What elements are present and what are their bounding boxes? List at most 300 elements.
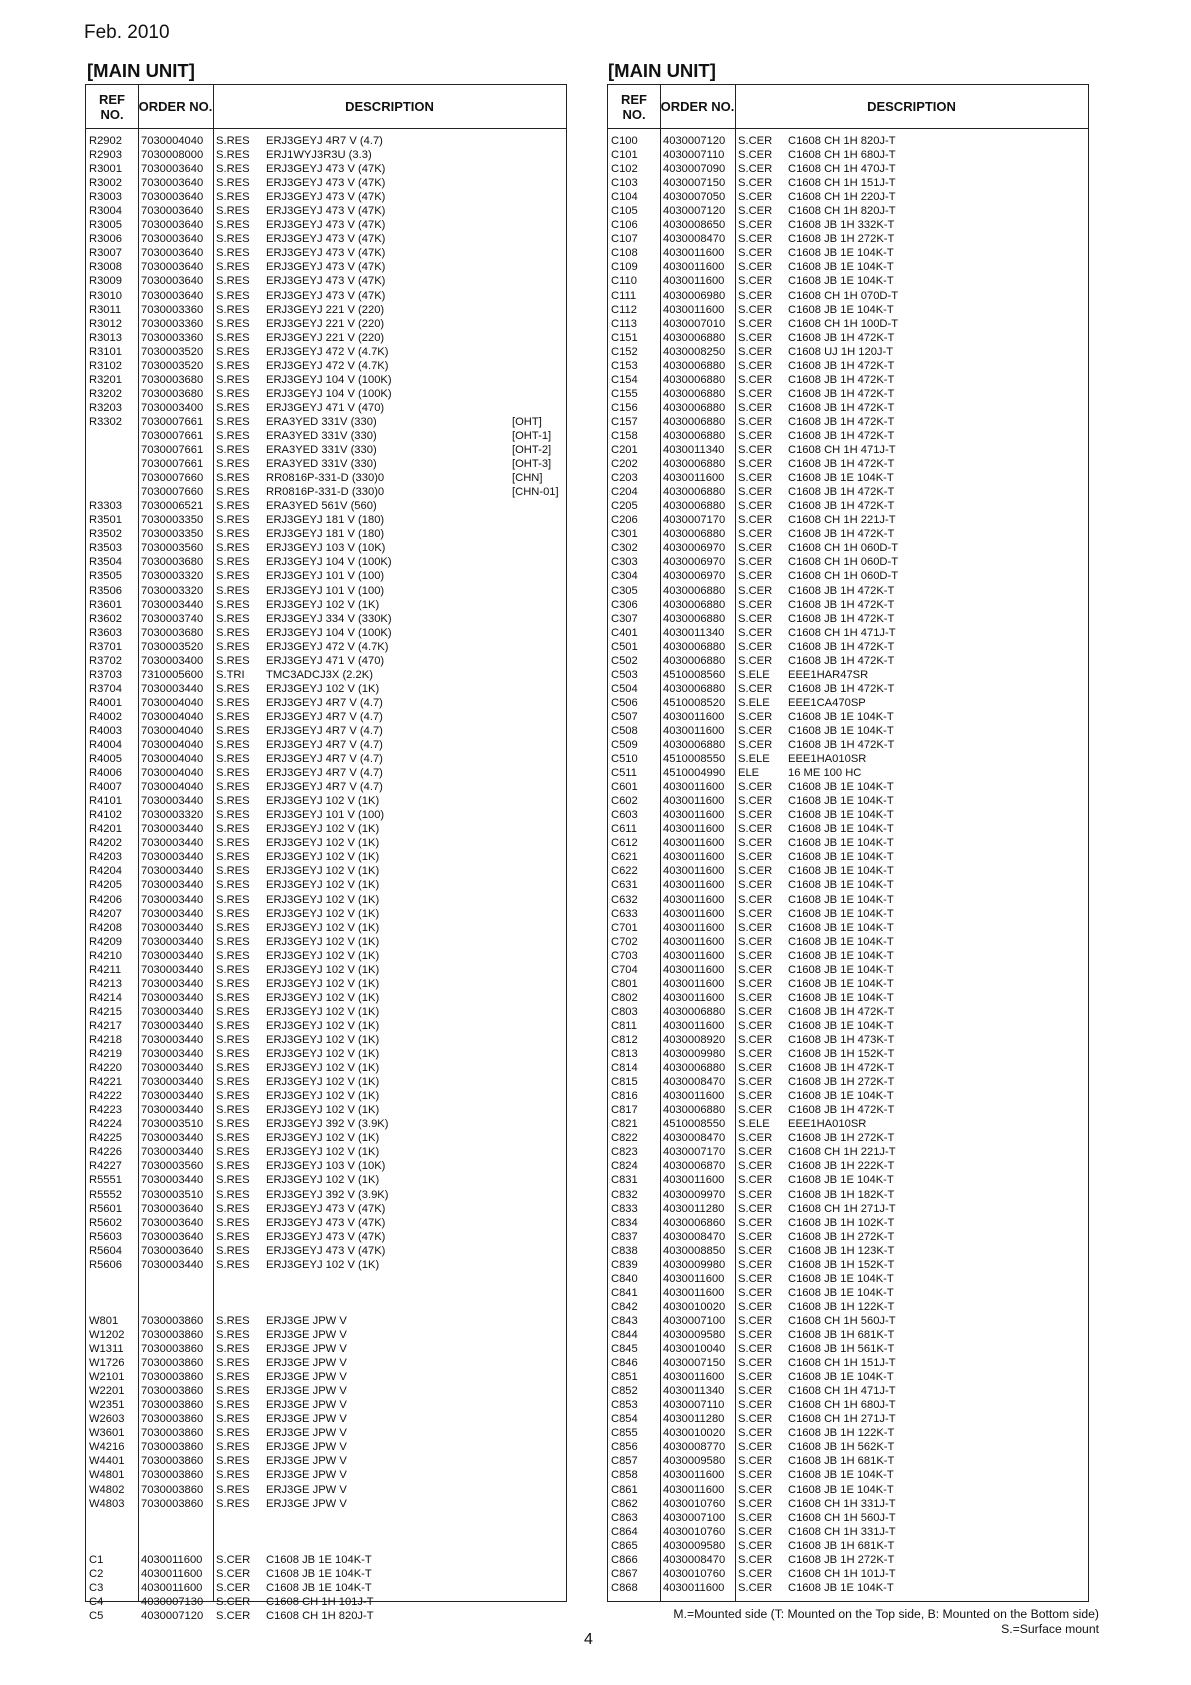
table-row [608, 1454, 1088, 1468]
part-type: S.RES [216, 1385, 250, 1398]
ref-no: C853 [611, 1399, 638, 1412]
table-row [86, 1047, 566, 1061]
ref-no: W1311 [89, 1343, 124, 1356]
table-row [86, 780, 566, 794]
order-no: 7030007660 [141, 486, 204, 499]
table-row [86, 640, 566, 654]
ref-no: R4223 [89, 1104, 122, 1117]
part-description: ERJ3GEYJ 102 V (1K) [266, 991, 380, 1004]
part-type: S.RES [216, 598, 250, 611]
ref-no: R3704 [89, 682, 122, 695]
part-type: S.RES [216, 1104, 250, 1117]
part-type: S.CER [738, 1258, 773, 1271]
order-no: 7030003510 [141, 1118, 204, 1131]
part-type: S.CER [738, 1132, 773, 1145]
table-row [86, 232, 566, 246]
part-description: C1608 JB 1H 472K-T [788, 429, 895, 442]
part-description: ERJ3GEYJ 102 V (1K) [266, 682, 380, 695]
part-type: S.CER [738, 893, 773, 906]
part-type: S.RES [216, 1483, 250, 1496]
table-row [86, 1131, 566, 1145]
table-row [608, 1525, 1088, 1539]
ref-no: R4218 [89, 1034, 122, 1046]
part-type: S.CER [738, 247, 773, 260]
table-row [608, 921, 1088, 935]
part-type: S.CER [738, 303, 773, 316]
part-description: C1608 CH 1H 101J-T [788, 1567, 896, 1580]
table-row [608, 1173, 1088, 1187]
part-type: S.CER [738, 739, 773, 752]
order-no: 7030008000 [141, 149, 204, 162]
order-no: 7030003640 [141, 1216, 204, 1229]
part-description: ERA3YED 331V (330) [266, 415, 377, 428]
order-no: 7030003440 [141, 1174, 204, 1187]
table-row [86, 345, 566, 359]
part-description: C1608 CH 1H 560J-T [788, 1314, 896, 1327]
ref-no: C105 [611, 205, 638, 218]
part-description: ERA3YED 331V (330) [266, 444, 377, 457]
part-description: C1608 JB 1H 472K-T [788, 458, 895, 471]
table-row [86, 766, 566, 780]
ref-no: C701 [611, 921, 638, 934]
ref-no: C507 [611, 710, 638, 723]
footnote-surface-mount: S.=Surface mount [1001, 1622, 1099, 1636]
order-no: 4030006970 [663, 570, 726, 583]
part-description: ERJ3GEYJ 4R7 V (4.7) [266, 710, 383, 723]
part-description: C1608 JB 1H 222K-T [788, 1160, 895, 1173]
part-type: S.CER [738, 949, 773, 962]
order-no: 4030010020 [663, 1427, 726, 1440]
order-no: 7030003440 [141, 949, 204, 962]
part-description: C1608 JB 1H 472K-T [788, 486, 895, 499]
ref-no: C109 [611, 261, 638, 274]
part-description: C1608 JB 1E 104K-T [788, 1286, 894, 1299]
order-no: 4030011600 [663, 1286, 725, 1299]
part-type: S.CER [738, 1314, 773, 1327]
order-no: 7030003510 [141, 1188, 204, 1201]
part-description: C1608 JB 1E 104K-T [788, 247, 894, 260]
part-description: C1608 JB 1H 272K-T [788, 1553, 895, 1566]
footnote [673, 1607, 1099, 1637]
part-description: ERJ3GEYJ 102 V (1K) [266, 1174, 380, 1187]
ref-no: C102 [611, 163, 638, 176]
ref-no: C508 [611, 724, 638, 737]
table-row [608, 190, 1088, 204]
table-row [608, 274, 1088, 288]
part-description: C1608 CH 1H 151J-T [788, 177, 896, 190]
part-type: S.CER [738, 879, 773, 892]
table-row [608, 752, 1088, 766]
ref-no: R4001 [89, 696, 122, 709]
table-row [608, 1412, 1088, 1426]
part-description: C1608 JB 1E 104K-T [788, 261, 894, 274]
part-description: C1608 JB 1H 472K-T [788, 500, 895, 513]
order-no: 4030006880 [663, 739, 726, 752]
part-type: S.RES [216, 514, 250, 527]
part-description: C1608 JB 1E 104K-T [788, 977, 894, 990]
part-type: S.RES [216, 1048, 250, 1061]
order-no: 7030003860 [141, 1497, 204, 1510]
order-no: 4030011600 [663, 837, 725, 850]
ref-no: C852 [611, 1385, 638, 1398]
ref-no: R4215 [89, 1005, 122, 1018]
table-row [608, 893, 1088, 907]
ref-no: C110 [611, 275, 637, 288]
part-type: S.RES [216, 444, 250, 457]
part-description: ERJ3GEYJ 102 V (1K) [266, 921, 380, 934]
part-type: S.CER [738, 1525, 773, 1538]
ref-no: R3102 [89, 359, 122, 372]
part-type: S.RES [216, 739, 250, 752]
part-description: ERJ3GE JPW V [266, 1328, 347, 1341]
ref-no: R3505 [89, 570, 122, 583]
part-type: S.CER [738, 289, 773, 302]
part-description: ERJ3GEYJ 4R7 V (4.7) [266, 753, 383, 766]
order-no: 4030008770 [663, 1441, 726, 1454]
ref-no: R5551 [89, 1174, 122, 1187]
ref-no: C832 [611, 1188, 638, 1201]
ref-no: C156 [611, 401, 638, 414]
part-type: S.CER [738, 1048, 773, 1061]
table-row [608, 1314, 1088, 1328]
order-no: 4030011600 [663, 963, 725, 976]
ref-no: R5603 [89, 1230, 122, 1243]
table-row [608, 1047, 1088, 1061]
table-row [86, 260, 566, 274]
ref-no: C503 [611, 668, 638, 681]
table-row [608, 584, 1088, 598]
part-type: S.RES [216, 205, 250, 218]
part-type: S.RES [216, 289, 250, 302]
part-description: C1608 JB 1E 104K-T [266, 1567, 372, 1580]
part-description: C1608 JB 1E 104K-T [788, 823, 894, 836]
table-row [86, 991, 566, 1005]
part-type: S.CER [738, 429, 773, 442]
order-no: 7030006521 [141, 500, 204, 513]
ref-no: W4401 [89, 1455, 125, 1468]
part-type: S.RES [216, 823, 250, 836]
order-no: 7030003860 [141, 1314, 204, 1327]
part-type: S.RES [216, 851, 250, 864]
part-description: ERJ3GE JPW V [266, 1413, 347, 1426]
part-type: S.CER [738, 1090, 773, 1103]
order-no: 4030007150 [663, 1357, 726, 1370]
order-no: 4030008470 [663, 1553, 726, 1566]
part-description: ERJ3GEYJ 473 V (47K) [266, 1230, 386, 1243]
ref-no: R3003 [89, 191, 122, 204]
part-description: ERJ3GEYJ 102 V (1K) [266, 1076, 380, 1089]
table-row [86, 1272, 566, 1286]
order-no: 4030006860 [663, 1216, 726, 1229]
ref-no: R3506 [89, 584, 122, 597]
ref-no: C843 [611, 1314, 638, 1327]
part-type: S.CER [738, 542, 773, 555]
part-description: EEE1HAR47SR [788, 668, 869, 681]
order-no: 4030011600 [663, 1483, 725, 1496]
part-description: ERJ3GEYJ 4R7 V (4.7) [266, 781, 383, 794]
ref-no: R3302 [89, 415, 122, 428]
table-row [608, 1286, 1088, 1300]
ref-no: C858 [611, 1469, 638, 1482]
part-type: S.RES [216, 1258, 250, 1271]
order-no: 4030011600 [663, 907, 725, 920]
table-row [86, 682, 566, 696]
part-type: S.CER [738, 654, 773, 667]
order-no: 4030008920 [663, 1034, 726, 1046]
ref-no: R4206 [89, 893, 122, 906]
ref-no: C823 [611, 1146, 638, 1159]
part-description: ERJ3GE JPW V [266, 1497, 347, 1510]
part-description: C1608 JB 1H 122K-T [788, 1427, 895, 1440]
table-row [86, 1258, 566, 1272]
part-type: S.CER [738, 781, 773, 794]
part-description: C1608 CH 1H 221J-T [788, 514, 896, 527]
order-no: 4030006880 [663, 331, 726, 344]
table-row [608, 991, 1088, 1005]
part-description: ERJ3GEYJ 473 V (47K) [266, 205, 386, 218]
part-description: C1608 JB 1H 472K-T [788, 415, 895, 428]
part-type: S.CER [738, 1146, 773, 1159]
part-description: C1608 JB 1E 104K-T [788, 879, 894, 892]
order-no: 4030011600 [663, 261, 725, 274]
ref-no: R3601 [89, 598, 122, 611]
order-no: 7030004040 [141, 767, 204, 780]
ref-no: C856 [611, 1441, 638, 1454]
order-no: 4030006880 [663, 500, 726, 513]
table-row [608, 303, 1088, 317]
table-row [608, 1188, 1088, 1202]
table-row [86, 738, 566, 752]
table-row [86, 1412, 566, 1426]
ref-no: C601 [611, 781, 638, 794]
order-no: 4030011600 [663, 851, 725, 864]
order-no: 4030007150 [663, 177, 726, 190]
part-description: ERJ3GEYJ 102 V (1K) [266, 1062, 380, 1075]
part-description: C1608 CH 1H 220J-T [788, 191, 896, 204]
part-type: S.CER [738, 865, 773, 878]
order-no: 4030006980 [663, 289, 726, 302]
ref-no: C865 [611, 1539, 638, 1552]
ref-no: W801 [89, 1314, 119, 1327]
order-no: 4030009580 [663, 1328, 726, 1341]
part-type: S.CER [216, 1581, 251, 1594]
part-description: C1608 JB 1H 272K-T [788, 1076, 895, 1089]
part-type: S.CER [738, 1230, 773, 1243]
order-no: 7030003440 [141, 1034, 204, 1046]
table-row [86, 1033, 566, 1047]
part-type: S.CER [738, 935, 773, 948]
ref-no: R4225 [89, 1132, 122, 1145]
part-description: C1608 JB 1E 104K-T [788, 907, 894, 920]
order-no: 7030003640 [141, 1230, 204, 1243]
part-description: C1608 JB 1E 104K-T [788, 893, 894, 906]
part-type: S.RES [216, 345, 250, 358]
part-type: S.RES [216, 359, 250, 372]
table-row [86, 246, 566, 260]
table-row [86, 415, 566, 429]
table-row [86, 1103, 566, 1117]
order-no: 4030007050 [663, 191, 726, 204]
part-type: S.RES [216, 921, 250, 934]
table-body [86, 134, 566, 1623]
table-row [86, 204, 566, 218]
order-no: 7030003440 [141, 1132, 204, 1145]
table-row [86, 1370, 566, 1384]
part-type: S.RES [216, 696, 250, 709]
part-description: C1608 JB 1H 272K-T [788, 233, 895, 246]
order-no: 4030011600 [663, 275, 725, 288]
ref-no: R3504 [89, 556, 122, 569]
table-row [608, 1244, 1088, 1258]
ref-no: R5601 [89, 1202, 122, 1215]
order-no: 7030003640 [141, 261, 204, 274]
order-no: 4030006880 [663, 373, 726, 386]
part-type: S.CER [738, 205, 773, 218]
order-no: 7030003680 [141, 373, 204, 386]
ref-no: C101 [611, 149, 638, 162]
part-type: S.RES [216, 303, 250, 316]
part-type: S.RES [216, 935, 250, 948]
part-type: S.RES [216, 149, 250, 162]
part-type: ELE [738, 767, 760, 780]
ref-no: R4209 [89, 935, 122, 948]
part-type: S.CER [738, 907, 773, 920]
order-no: 4030011600 [663, 1469, 725, 1482]
part-description: C1608 JB 1E 104K-T [788, 1019, 894, 1032]
part-description: C1608 CH 1H 820J-T [788, 205, 896, 218]
part-type: S.CER [738, 345, 773, 358]
ref-no: W2201 [89, 1385, 125, 1398]
ref-no: R4224 [89, 1118, 122, 1131]
ref-no: R4211 [89, 963, 122, 976]
part-description: ERJ3GEYJ 473 V (47K) [266, 177, 386, 190]
table-row [86, 331, 566, 345]
part-description: C1608 JB 1E 104K-T [788, 809, 894, 822]
part-type: S.CER [738, 444, 773, 457]
order-no: 7030003860 [141, 1357, 204, 1370]
part-type: S.RES [216, 1005, 250, 1018]
part-type: S.RES [216, 640, 250, 653]
table-row [86, 752, 566, 766]
version-note: [CHN] [512, 472, 543, 485]
ref-no: R5552 [89, 1188, 122, 1201]
order-no: 4510008560 [663, 668, 726, 681]
ref-no: C844 [611, 1328, 638, 1341]
order-no: 7030003360 [141, 317, 204, 330]
part-type: S.CER [738, 1160, 773, 1173]
part-type: S.CER [738, 1174, 773, 1187]
table-row [86, 710, 566, 724]
order-no: 7030003560 [141, 1160, 204, 1173]
table-row [608, 1511, 1088, 1525]
table-row [608, 640, 1088, 654]
ref-no: C841 [611, 1286, 638, 1299]
part-description: C1608 JB 1E 104K-T [788, 1581, 894, 1594]
part-description: ERJ3GEYJ 471 V (470) [266, 654, 385, 667]
order-no: 7030003640 [141, 247, 204, 260]
part-description: C1608 JB 1H 681K-T [788, 1539, 895, 1552]
part-type: S.CER [738, 556, 773, 569]
part-type: S.RES [216, 528, 250, 541]
ref-no: C821 [611, 1118, 638, 1131]
ref-no: R3202 [89, 387, 122, 400]
table-row [608, 1159, 1088, 1173]
part-type: S.RES [216, 219, 250, 232]
ref-no: C111 [611, 289, 637, 302]
part-description: C1608 JB 1E 104K-T [788, 837, 894, 850]
order-no: 4030007010 [663, 317, 726, 330]
part-type: S.CER [738, 261, 773, 274]
part-description: C1608 CH 1H 471J-T [788, 444, 896, 457]
table-row [608, 1089, 1088, 1103]
order-no: 4030011600 [663, 879, 725, 892]
order-no: 4030006880 [663, 359, 726, 372]
part-description: ERJ3GEYJ 102 V (1K) [266, 1104, 380, 1117]
part-description: ERJ3GEYJ 473 V (47K) [266, 219, 386, 232]
part-description: C1608 JB 1E 104K-T [788, 963, 894, 976]
ref-no: C203 [611, 472, 638, 485]
ref-no: R4102 [89, 809, 122, 822]
order-no: 4510008520 [663, 696, 726, 709]
ref-no: C633 [611, 907, 638, 920]
ref-no: R4003 [89, 724, 122, 737]
part-type: S.RES [216, 556, 250, 569]
part-type: S.RES [216, 1230, 250, 1243]
part-type: S.RES [216, 963, 250, 976]
table-row [86, 654, 566, 668]
part-description: C1608 JB 1H 472K-T [788, 1062, 895, 1075]
part-type: S.CER [738, 626, 773, 639]
order-no: 4030010760 [663, 1497, 726, 1510]
table-row [608, 218, 1088, 232]
order-no: 7030003640 [141, 205, 204, 218]
table-row [86, 1173, 566, 1187]
order-no: 4030011600 [663, 865, 725, 878]
table-row [608, 1553, 1088, 1567]
ref-no: C831 [611, 1174, 638, 1187]
part-description: C1608 CH 1H 271J-T [788, 1202, 896, 1215]
table-row [608, 1426, 1088, 1440]
part-type: S.CER [738, 640, 773, 653]
ref-no: C812 [611, 1034, 638, 1046]
ref-no: C106 [611, 219, 638, 232]
table-row [86, 1244, 566, 1258]
ref-no: C855 [611, 1427, 638, 1440]
ref-no: R4207 [89, 907, 122, 920]
right-section-title: [MAIN UNIT] [608, 60, 716, 81]
order-no: 4030011600 [663, 977, 725, 990]
table-row [86, 1188, 566, 1202]
part-description: ERJ3GEYJ 473 V (47K) [266, 275, 386, 288]
order-no: 7030003520 [141, 640, 204, 653]
table-row [86, 1525, 566, 1539]
left-parts-table [85, 84, 567, 1622]
table-row [86, 1230, 566, 1244]
part-type: S.CER [738, 191, 773, 204]
table-row [86, 668, 566, 682]
part-description: ERJ3GEYJ 102 V (1K) [266, 865, 380, 878]
order-no: 4030006880 [663, 429, 726, 442]
table-row [86, 935, 566, 949]
part-type: S.RES [216, 135, 250, 147]
ref-no: R4214 [89, 991, 122, 1004]
part-type: S.CER [738, 500, 773, 513]
order-no: 4030007110 [663, 149, 725, 162]
table-row [608, 1581, 1088, 1595]
part-description: C1608 JB 1E 104K-T [788, 1090, 894, 1103]
ref-no: W4216 [89, 1441, 125, 1454]
part-description: ERJ3GEYJ 473 V (47K) [266, 289, 386, 302]
